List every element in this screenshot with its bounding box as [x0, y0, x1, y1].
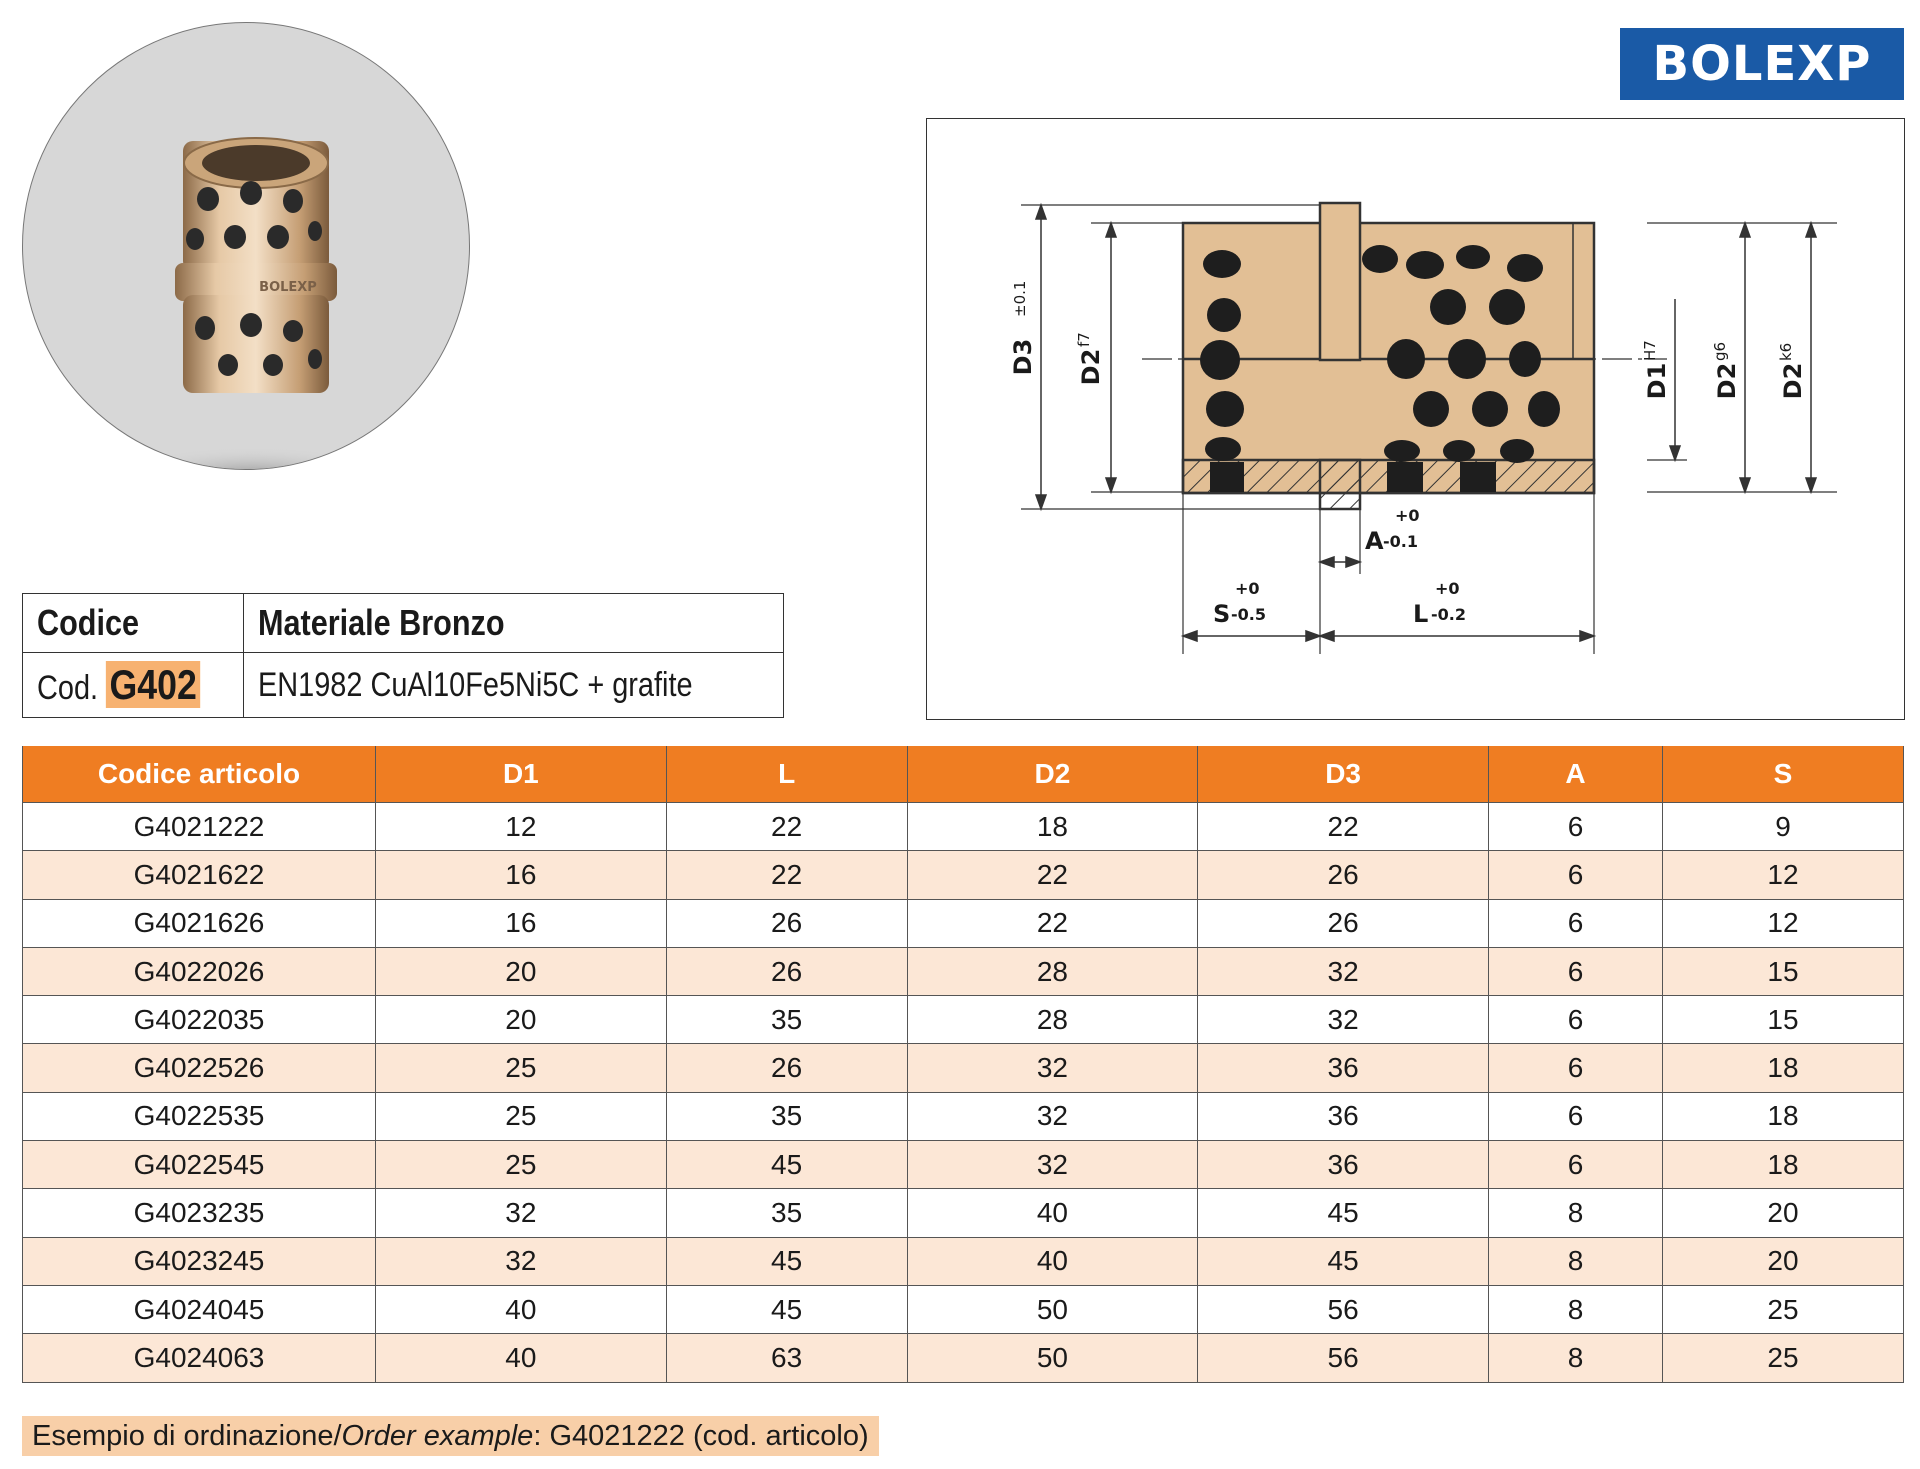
technical-drawing [926, 118, 1905, 720]
cell-d3: 36 [1198, 1092, 1489, 1140]
cell-d2: 40 [907, 1189, 1198, 1237]
cell-s: 12 [1663, 899, 1904, 947]
cell-d2: 40 [907, 1237, 1198, 1285]
cell-a: 6 [1488, 1044, 1662, 1092]
cell-code: G4022026 [23, 947, 376, 995]
cell-l: 26 [666, 1044, 907, 1092]
cell-code: G4021622 [23, 851, 376, 899]
dim-d3-tol: ±0.1 [1011, 280, 1029, 317]
table-row [23, 947, 1904, 995]
table-row [23, 851, 1904, 899]
dim-a-label: A [1365, 527, 1384, 555]
cell-l: 35 [666, 996, 907, 1044]
dim-a-lower: -0.1 [1383, 532, 1418, 551]
cell-d2: 50 [907, 1334, 1198, 1382]
bushing-illustration [23, 23, 469, 469]
dimensions-table [22, 746, 1904, 1383]
engraving-text: BOLEXP [259, 280, 317, 295]
dim-s-upper: +0 [1235, 579, 1260, 598]
dim-d2-g6-label: D2 [1713, 362, 1741, 400]
cell-a: 8 [1488, 1237, 1662, 1285]
dim-d3-label: D3 [1009, 338, 1037, 376]
table-row [23, 1141, 1904, 1189]
col-header-code: Codice articolo [23, 746, 376, 803]
order-example [22, 1416, 879, 1456]
spec-material-cell [244, 653, 784, 718]
cell-a: 6 [1488, 851, 1662, 899]
cell-a: 6 [1488, 1092, 1662, 1140]
spec-code-cell [23, 653, 244, 718]
spec-header-material: Materiale Bronzo [244, 594, 784, 653]
cell-s: 15 [1663, 996, 1904, 1044]
table-header-row [23, 746, 1904, 803]
cell-l: 45 [666, 1237, 907, 1285]
dim-d1-tol: H7 [1641, 340, 1659, 361]
dim-a-upper: +0 [1395, 506, 1420, 525]
table-row [23, 1285, 1904, 1333]
cell-s: 15 [1663, 947, 1904, 995]
example-italic: Order example [341, 1420, 534, 1452]
table-row [23, 1092, 1904, 1140]
table-row [23, 1044, 1904, 1092]
example-suffix: : G4021222 (cod. articolo) [533, 1420, 869, 1452]
cell-d3: 32 [1198, 947, 1489, 995]
cell-l: 35 [666, 1092, 907, 1140]
cell-d1: 25 [376, 1092, 667, 1140]
cell-s: 12 [1663, 851, 1904, 899]
dim-d2-k6-label: D2 [1779, 362, 1807, 400]
cell-code: G4021222 [23, 803, 376, 851]
cell-a: 6 [1488, 1141, 1662, 1189]
cell-d2: 22 [907, 899, 1198, 947]
material-spec-table [22, 593, 784, 718]
cell-a: 6 [1488, 996, 1662, 1044]
cell-d2: 18 [907, 803, 1198, 851]
cell-d1: 20 [376, 947, 667, 995]
cell-l: 63 [666, 1334, 907, 1382]
cell-d3: 45 [1198, 1237, 1489, 1285]
cell-d2: 28 [907, 996, 1198, 1044]
cell-code: G4022035 [23, 996, 376, 1044]
dim-d2-f7-tol: f7 [1075, 332, 1093, 347]
cell-s: 20 [1663, 1237, 1904, 1285]
cell-d3: 56 [1198, 1334, 1489, 1382]
cell-d2: 32 [907, 1044, 1198, 1092]
table-row [23, 1237, 1904, 1285]
cell-s: 18 [1663, 1044, 1904, 1092]
cell-code: G4023235 [23, 1189, 376, 1237]
cell-a: 6 [1488, 803, 1662, 851]
dim-d2-g6-tol: g6 [1711, 341, 1729, 361]
dim-d2-k6-tol: k6 [1777, 342, 1795, 361]
cell-a: 8 [1488, 1334, 1662, 1382]
cell-d3: 36 [1198, 1044, 1489, 1092]
col-header-l: L [666, 746, 907, 803]
table-row [23, 803, 1904, 851]
brand-logo: BOLEXP [1620, 28, 1904, 100]
dim-d2-f7-label: D2 [1077, 348, 1105, 386]
col-header-d3: D3 [1198, 746, 1489, 803]
cell-d1: 20 [376, 996, 667, 1044]
cell-code: G4023245 [23, 1237, 376, 1285]
cell-d3: 26 [1198, 899, 1489, 947]
example-prefix: Esempio di ordinazione/ [32, 1420, 342, 1452]
cell-s: 25 [1663, 1285, 1904, 1333]
cell-d2: 32 [907, 1092, 1198, 1140]
cell-d2: 32 [907, 1141, 1198, 1189]
col-header-d2: D2 [907, 746, 1198, 803]
cell-s: 18 [1663, 1141, 1904, 1189]
cell-d3: 22 [1198, 803, 1489, 851]
cell-d3: 45 [1198, 1189, 1489, 1237]
product-photo [22, 22, 470, 470]
cell-d2: 28 [907, 947, 1198, 995]
cell-s: 9 [1663, 803, 1904, 851]
cell-code: G4024063 [23, 1334, 376, 1382]
cell-d2: 50 [907, 1285, 1198, 1333]
cell-l: 22 [666, 851, 907, 899]
cell-s: 18 [1663, 1092, 1904, 1140]
cell-d1: 32 [376, 1189, 667, 1237]
code-prefix: Cod. [37, 669, 99, 707]
cell-s: 20 [1663, 1189, 1904, 1237]
cell-l: 35 [666, 1189, 907, 1237]
cell-a: 8 [1488, 1189, 1662, 1237]
cell-d1: 25 [376, 1141, 667, 1189]
cell-code: G4022526 [23, 1044, 376, 1092]
cell-d1: 16 [376, 899, 667, 947]
cell-d1: 40 [376, 1334, 667, 1382]
cell-d2: 22 [907, 851, 1198, 899]
cell-d1: 25 [376, 1044, 667, 1092]
table-row [23, 1189, 1904, 1237]
dim-s-label: S [1213, 600, 1231, 628]
dim-d1-label: D1 [1643, 362, 1671, 400]
product-code: G402 [106, 661, 200, 708]
cell-l: 26 [666, 899, 907, 947]
cell-d1: 32 [376, 1237, 667, 1285]
table-row [23, 1334, 1904, 1382]
table-row [23, 899, 1904, 947]
table-body [23, 803, 1904, 1383]
cell-d3: 26 [1198, 851, 1489, 899]
dim-l-lower: -0.2 [1431, 605, 1466, 624]
table-row [23, 996, 1904, 1044]
cell-d3: 32 [1198, 996, 1489, 1044]
cell-l: 45 [666, 1285, 907, 1333]
col-header-s: S [1663, 746, 1904, 803]
cell-l: 26 [666, 947, 907, 995]
cell-a: 6 [1488, 899, 1662, 947]
cell-l: 45 [666, 1141, 907, 1189]
drawing-svg [927, 119, 1904, 719]
cell-code: G4024045 [23, 1285, 376, 1333]
cell-code: G4021626 [23, 899, 376, 947]
col-header-a: A [1488, 746, 1662, 803]
dim-l-upper: +0 [1435, 579, 1460, 598]
cell-code: G4022545 [23, 1141, 376, 1189]
cell-a: 8 [1488, 1285, 1662, 1333]
dim-s-lower: -0.5 [1231, 605, 1266, 624]
material-value: EN1982 CuAl10Fe5Ni5C + grafite [258, 665, 693, 704]
cell-s: 25 [1663, 1334, 1904, 1382]
cell-code: G4022535 [23, 1092, 376, 1140]
cell-d1: 16 [376, 851, 667, 899]
cell-a: 6 [1488, 947, 1662, 995]
dim-l-label: L [1413, 600, 1429, 628]
cell-l: 22 [666, 803, 907, 851]
col-header-d1: D1 [376, 746, 667, 803]
spec-header-code: Codice [23, 594, 244, 653]
cell-d3: 56 [1198, 1285, 1489, 1333]
cell-d1: 40 [376, 1285, 667, 1333]
cell-d3: 36 [1198, 1141, 1489, 1189]
cell-d1: 12 [376, 803, 667, 851]
